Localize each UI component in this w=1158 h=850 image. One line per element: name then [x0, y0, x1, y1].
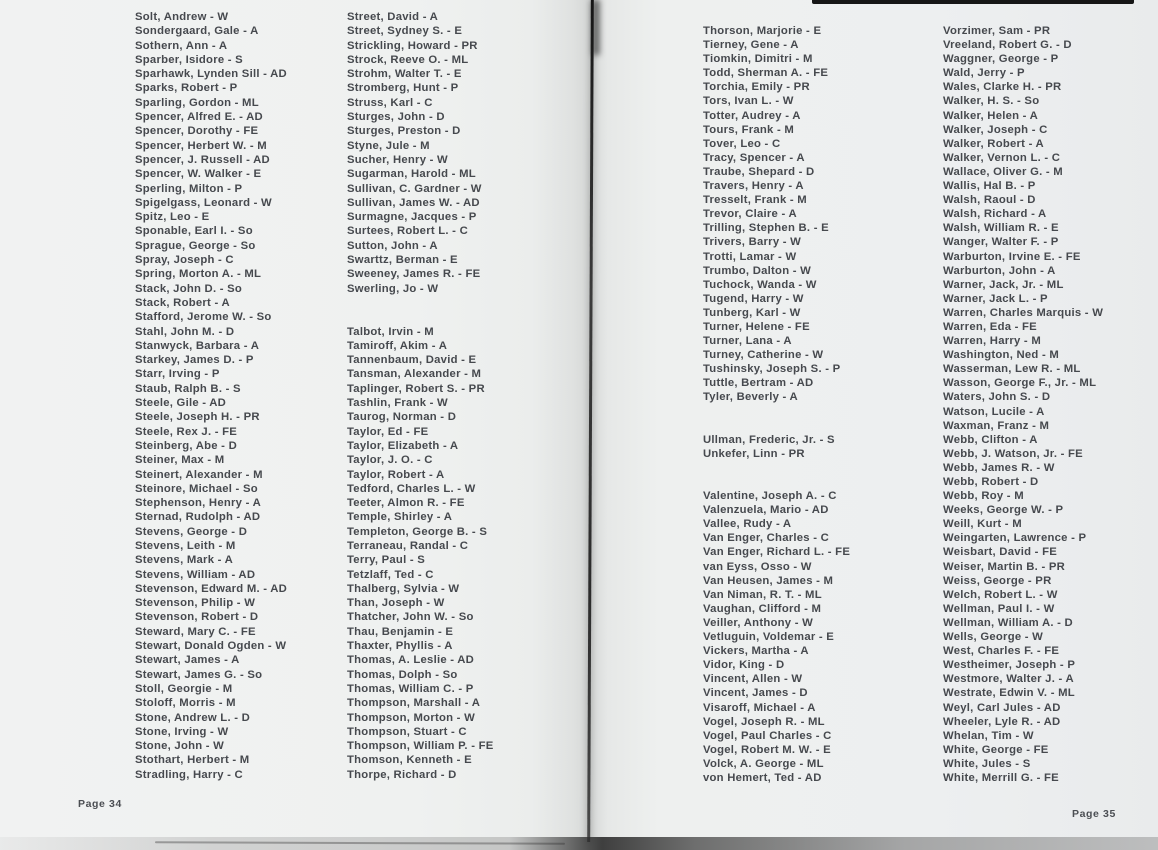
directory-entry: Tover, Leo - C: [703, 137, 781, 150]
directory-entry: Swarttz, Berman - E: [347, 254, 458, 267]
directory-entry: Vreeland, Robert G. - D: [943, 39, 1072, 52]
directory-entry: Sutton, John - A: [347, 239, 438, 252]
directory-entry: White, Merrill G. - FE: [943, 771, 1059, 784]
directory-entry: Waxman, Franz - M: [943, 419, 1050, 432]
directory-entry: Webb, J. Watson, Jr. - FE: [943, 447, 1083, 460]
directory-entry: Street, David - A: [347, 11, 439, 23]
directory-entry: Wasson, George F., Jr. - ML: [943, 377, 1097, 390]
directory-entry: Ullman, Frederic, Jr. - S: [703, 433, 835, 446]
directory-entry: Travers, Henry - A: [703, 180, 804, 193]
directory-entry: Stephenson, Henry - A: [135, 497, 261, 510]
directory-entry: Watson, Lucile - A: [943, 405, 1045, 418]
directory-entry: Sucher, Henry - W: [347, 153, 448, 166]
directory-entry: Thau, Benjamin - E: [347, 625, 454, 638]
blank-line: [347, 296, 494, 310]
directory-entry: Spring, Morton A. - ML: [135, 268, 262, 281]
directory-entry: Steinert, Alexander - M: [135, 468, 263, 481]
directory-column-2: [347, 10, 494, 782]
directory-entry: Vincent, Allen - W: [703, 673, 803, 686]
directory-entry: Wasserman, Lew R. - ML: [943, 363, 1081, 376]
directory-column-1: [135, 10, 287, 782]
directory-entry: Todd, Sherman A. - FE: [703, 67, 829, 80]
directory-entry: Spencer, Dorothy - FE: [135, 125, 259, 138]
directory-entry: Totter, Audrey - A: [703, 109, 801, 122]
directory-entry: Westrate, Edwin V. - ML: [943, 687, 1075, 700]
blank-line: [703, 475, 850, 489]
directory-entry: Wellman, William A. - D: [943, 616, 1073, 629]
directory-entry: Stoll, Georgie - M: [135, 682, 233, 695]
directory-entry: Veiller, Anthony - W: [703, 616, 814, 629]
directory-entry: van Eyss, Osso - W: [703, 560, 812, 573]
directory-entry: Tors, Ivan L. - W: [703, 95, 794, 108]
directory-entry: Thalberg, Sylvia - W: [347, 582, 460, 595]
directory-entry: Tiomkin, Dimitri - M: [703, 53, 813, 66]
directory-entry: Warburton, Irvine E. - FE: [943, 250, 1081, 263]
directory-entry: Stoloff, Morris - M: [135, 697, 236, 710]
directory-entry: Surtees, Robert L. - C: [347, 225, 468, 238]
directory-entry: Webb, Clifton - A: [943, 433, 1038, 446]
directory-entry: Walsh, Raoul - D: [943, 194, 1036, 207]
directory-entry: Van Niman, R. T. - ML: [703, 588, 822, 601]
directory-entry: Spencer, Herbert W. - M: [135, 139, 267, 152]
directory-entry: Walker, Vernon L. - C: [943, 151, 1061, 164]
directory-entry: Stewart, Donald Ogden - W: [135, 640, 287, 653]
directory-entry: Volck, A. George - ML: [703, 757, 824, 770]
directory-entry: Taplinger, Robert S. - PR: [347, 382, 485, 395]
directory-column-4: [943, 24, 1103, 785]
directory-entry: Steinore, Michael - So: [135, 482, 258, 495]
directory-entry: Steele, Gile - AD: [135, 397, 227, 410]
directory-entry: Taylor, Elizabeth - A: [347, 439, 459, 452]
directory-entry: Thompson, Morton - W: [347, 711, 475, 724]
directory-entry: Swerling, Jo - W: [347, 282, 439, 295]
directory-entry: Tierney, Gene - A: [703, 39, 799, 52]
directory-entry: Waggner, George - P: [943, 53, 1059, 66]
directory-entry: Wald, Jerry - P: [943, 67, 1025, 80]
directory-entry: Street, Sydney S. - E: [347, 25, 463, 38]
directory-entry: Stewart, James - A: [135, 654, 240, 667]
directory-entry: Vaughan, Clifford - M: [703, 602, 822, 615]
directory-entry: Thaxter, Phyllis - A: [347, 640, 453, 653]
directory-entry: Stevens, William - AD: [135, 568, 256, 581]
directory-entry: Steiner, Max - M: [135, 454, 225, 467]
directory-entry: Warner, Jack L. - P: [943, 292, 1048, 305]
directory-entry: Stanwyck, Barbara - A: [135, 339, 260, 352]
directory-entry: Stahl, John M. - D: [135, 325, 235, 338]
blank-line: [703, 461, 850, 475]
directory-entry: Weeks, George W. - P: [943, 504, 1064, 517]
directory-entry: Taylor, Robert - A: [347, 468, 445, 481]
directory-entry: Turner, Lana - A: [703, 335, 792, 348]
directory-entry: Spitz, Leo - E: [135, 211, 210, 224]
directory-entry: Stone, Andrew L. - D: [135, 711, 251, 724]
directory-entry: Wheeler, Lyle R. - AD: [943, 715, 1061, 728]
directory-entry: Sparber, Isidore - S: [135, 53, 243, 66]
directory-entry: Vidor, King - D: [703, 659, 785, 672]
directory-entry: Walker, Helen - A: [943, 109, 1039, 122]
directory-entry: Webb, James R. - W: [943, 461, 1055, 474]
directory-entry: Thomson, Kenneth - E: [347, 754, 472, 767]
directory-entry: Weyl, Carl Jules - AD: [943, 701, 1061, 714]
directory-entry: Waters, John S. - D: [943, 391, 1051, 404]
directory-entry: Strohm, Walter T. - E: [347, 68, 462, 81]
directory-entry: Warren, Charles Marquis - W: [943, 306, 1104, 319]
directory-entry: Temple, Shirley - A: [347, 511, 453, 524]
directory-entry: Starkey, James D. - P: [135, 354, 254, 367]
directory-entry: Stevenson, Philip - W: [135, 597, 256, 610]
directory-entry: Vogel, Paul Charles - C: [703, 729, 832, 742]
directory-entry: Vetluguin, Voldemar - E: [703, 631, 835, 644]
book-bottom-shadow: [0, 837, 1158, 850]
directory-entry: Sprague, George - So: [135, 239, 256, 252]
directory-entry: Thatcher, John W. - So: [347, 611, 474, 624]
directory-entry: Trotti, Lamar - W: [703, 250, 797, 263]
directory-entry: Stevens, Mark - A: [135, 554, 234, 567]
directory-entry: Valentine, Joseph A. - C: [703, 490, 837, 503]
directory-entry: Tannenbaum, David - E: [347, 354, 477, 367]
directory-entry: Sperling, Milton - P: [135, 182, 243, 195]
directory-entry: Stevens, George - D: [135, 525, 248, 538]
page-35: [591, 0, 1158, 850]
directory-entry: Talbot, Irvin - M: [347, 325, 434, 338]
directory-entry: Styne, Jule - M: [347, 139, 430, 152]
directory-entry: Terraneau, Randal - C: [347, 539, 469, 552]
directory-entry: Stewart, James G. - So: [135, 668, 263, 681]
page-number-left: Page 34: [78, 798, 122, 810]
directory-entry: Webb, Roy - M: [943, 490, 1024, 503]
directory-entry: Steele, Rex J. - FE: [135, 425, 238, 438]
directory-entry: Whelan, Tim - W: [943, 729, 1034, 742]
directory-entry: Trivers, Barry - W: [703, 236, 802, 249]
directory-entry: Washington, Ned - M: [943, 349, 1060, 362]
directory-entry: Warren, Eda - FE: [943, 320, 1037, 333]
directory-entry: Wellman, Paul I. - W: [943, 602, 1055, 615]
directory-entry: Thompson, William P. - FE: [347, 740, 494, 753]
directory-entry: Visaroff, Michael - A: [703, 701, 816, 714]
directory-entry: Webb, Robert - D: [943, 476, 1039, 488]
directory-entry: Westmore, Walter J. - A: [943, 673, 1074, 686]
directory-entry: Than, Joseph - W: [347, 597, 445, 610]
directory-entry: Trevor, Claire - A: [703, 208, 797, 221]
directory-entry: Spray, Joseph - C: [135, 254, 234, 267]
directory-entry: Taylor, Ed - FE: [347, 425, 429, 438]
directory-entry: Wells, George - W: [943, 631, 1044, 644]
directory-entry: Spigelgass, Leonard - W: [135, 196, 272, 209]
directory-entry: Warner, Jack, Jr. - ML: [943, 278, 1064, 291]
directory-entry: Stack, Robert - A: [135, 296, 230, 309]
directory-entry: Weiss, George - PR: [943, 574, 1052, 587]
directory-entry: Tunberg, Karl - W: [703, 306, 801, 319]
directory-entry: Sugarman, Harold - ML: [347, 168, 476, 181]
directory-entry: Sternad, Rudolph - AD: [135, 511, 261, 524]
directory-entry: Tamiroff, Akim - A: [347, 339, 448, 352]
directory-entry: Spencer, J. Russell - AD: [135, 153, 270, 166]
directory-entry: Vickers, Martha - A: [703, 645, 809, 658]
directory-entry: Sturges, John - D: [347, 111, 445, 124]
directory-entry: Strickling, Howard - PR: [347, 39, 478, 52]
directory-entry: Trumbo, Dalton - W: [703, 264, 812, 277]
directory-entry: Stothart, Herbert - M: [135, 754, 250, 767]
blank-line: [347, 310, 494, 324]
directory-entry: Strock, Reeve O. - ML: [347, 53, 469, 66]
directory-entry: Templeton, George B. - S: [347, 525, 488, 538]
directory-entry: Stevens, Leith - M: [135, 539, 236, 552]
directory-entry: Weiser, Martin B. - PR: [943, 560, 1066, 573]
directory-entry: Walsh, William R. - E: [943, 222, 1059, 235]
directory-entry: Walker, Robert - A: [943, 137, 1044, 150]
directory-entry: Stone, John - W: [135, 740, 225, 753]
directory-entry: Thorpe, Richard - D: [347, 768, 457, 781]
directory-entry: Tyler, Beverly - A: [703, 391, 798, 404]
directory-entry: Wanger, Walter F. - P: [943, 236, 1059, 249]
book-gutter-shadow: [592, 0, 600, 55]
directory-entry: Stack, John D. - So: [135, 282, 243, 295]
directory-entry: Walsh, Richard - A: [943, 208, 1047, 221]
directory-entry: Sweeney, James R. - FE: [347, 268, 481, 281]
directory-entry: Stone, Irving - W: [135, 725, 229, 738]
directory-entry: Stradling, Harry - C: [135, 768, 243, 781]
directory-column-3: [703, 24, 850, 785]
directory-entry: Teeter, Almon R. - FE: [347, 497, 465, 510]
directory-entry: Thorson, Marjorie - E: [703, 25, 822, 37]
directory-entry: Struss, Karl - C: [347, 96, 433, 109]
directory-entry: Solt, Andrew - W: [135, 11, 229, 23]
directory-entry: Thomas, William C. - P: [347, 682, 474, 695]
directory-entry: Sondergaard, Gale - A: [135, 25, 259, 38]
directory-entry: Westheimer, Joseph - P: [943, 659, 1076, 672]
directory-entry: Van Enger, Richard L. - FE: [703, 546, 851, 559]
directory-entry: Vorzimer, Sam - PR: [943, 25, 1051, 37]
directory-entry: Tugend, Harry - W: [703, 292, 804, 305]
directory-entry: Sparhawk, Lynden Sill - AD: [135, 68, 287, 81]
directory-entry: Steele, Joseph H. - PR: [135, 411, 260, 424]
directory-entry: Spencer, Alfred E. - AD: [135, 111, 263, 124]
directory-entry: Unkefer, Linn - PR: [703, 447, 805, 460]
directory-entry: Terry, Paul - S: [347, 554, 426, 567]
directory-entry: Wallis, Hal B. - P: [943, 180, 1036, 193]
directory-entry: Turner, Helene - FE: [703, 320, 810, 333]
directory-entry: Tansman, Alexander - M: [347, 368, 482, 381]
directory-entry: Trilling, Stephen B. - E: [703, 222, 829, 235]
directory-entry: Taurog, Norman - D: [347, 411, 457, 424]
directory-entry: Turney, Catherine - W: [703, 349, 824, 362]
directory-entry: Stromberg, Hunt - P: [347, 82, 459, 95]
directory-entry: Thomas, A. Leslie - AD: [347, 654, 475, 667]
directory-entry: Valenzuela, Mario - AD: [703, 504, 829, 517]
directory-entry: Tashlin, Frank - W: [347, 397, 448, 410]
directory-entry: Van Enger, Charles - C: [703, 532, 830, 545]
directory-entry: Steward, Mary C. - FE: [135, 625, 256, 638]
directory-entry: Warburton, John - A: [943, 264, 1056, 277]
directory-entry: Van Heusen, James - M: [703, 574, 834, 587]
directory-entry: Steinberg, Abe - D: [135, 439, 237, 452]
directory-entry: Walker, H. S. - So: [943, 95, 1040, 108]
directory-entry: Thompson, Marshall - A: [347, 697, 481, 710]
directory-entry: Welch, Robert L. - W: [943, 588, 1058, 601]
directory-entry: White, Jules - S: [943, 757, 1031, 770]
directory-entry: Stevenson, Robert - D: [135, 611, 259, 624]
page-number-right: Page 35: [1072, 808, 1116, 820]
blank-line: [703, 419, 850, 433]
directory-entry: Sothern, Ann - A: [135, 39, 228, 52]
directory-entry: Vogel, Joseph R. - ML: [703, 715, 825, 728]
directory-entry: Sparks, Robert - P: [135, 82, 238, 95]
directory-entry: Staub, Ralph B. - S: [135, 382, 241, 395]
directory-entry: Surmagne, Jacques - P: [347, 211, 477, 224]
directory-entry: Traube, Shepard - D: [703, 165, 815, 178]
directory-entry: Stafford, Jerome W. - So: [135, 311, 272, 324]
directory-entry: Tedford, Charles L. - W: [347, 482, 476, 495]
directory-entry: von Hemert, Ted - AD: [703, 771, 822, 784]
directory-entry: Sturges, Preston - D: [347, 125, 461, 138]
directory-entry: Wallace, Oliver G. - M: [943, 165, 1063, 178]
scan-top-edge: [812, 0, 1134, 4]
directory-entry: Weisbart, David - FE: [943, 546, 1058, 559]
directory-entry: Spencer, W. Walker - E: [135, 168, 262, 181]
directory-entry: Vallee, Rudy - A: [703, 518, 792, 531]
directory-entry: Tuchock, Wanda - W: [703, 278, 817, 291]
directory-entry: West, Charles F. - FE: [943, 645, 1060, 658]
directory-entry: Torchia, Emily - PR: [703, 81, 810, 94]
directory-entry: Walker, Joseph - C: [943, 123, 1048, 136]
directory-entry: Stevenson, Edward M. - AD: [135, 582, 288, 595]
directory-entry: Sullivan, James W. - AD: [347, 196, 480, 209]
blank-line: [703, 405, 850, 419]
directory-entry: Starr, Irving - P: [135, 368, 220, 381]
directory-entry: Wales, Clarke H. - PR: [943, 81, 1062, 94]
directory-entry: Weingarten, Lawrence - P: [943, 532, 1087, 545]
directory-entry: Sullivan, C. Gardner - W: [347, 182, 482, 195]
directory-entry: Vincent, James - D: [703, 687, 808, 700]
directory-entry: Tuttle, Bertram - AD: [703, 377, 814, 390]
directory-entry: Tours, Frank - M: [703, 123, 795, 136]
directory-entry: Warren, Harry - M: [943, 335, 1041, 348]
directory-entry: White, George - FE: [943, 743, 1049, 756]
directory-entry: Thomas, Dolph - So: [347, 668, 458, 681]
directory-entry: Tetzlaff, Ted - C: [347, 568, 434, 581]
directory-entry: Vogel, Robert M. W. - E: [703, 743, 831, 756]
directory-entry: Sponable, Earl I. - So: [135, 225, 253, 238]
directory-entry: Tresselt, Frank - M: [703, 194, 807, 207]
directory-entry: Thompson, Stuart - C: [347, 725, 467, 738]
directory-entry: Sparling, Gordon - ML: [135, 96, 259, 109]
directory-entry: Weill, Kurt - M: [943, 518, 1022, 531]
directory-entry: Taylor, J. O. - C: [347, 454, 433, 467]
directory-entry: Tracy, Spencer - A: [703, 151, 805, 164]
directory-entry: Tushinsky, Joseph S. - P: [703, 363, 841, 376]
